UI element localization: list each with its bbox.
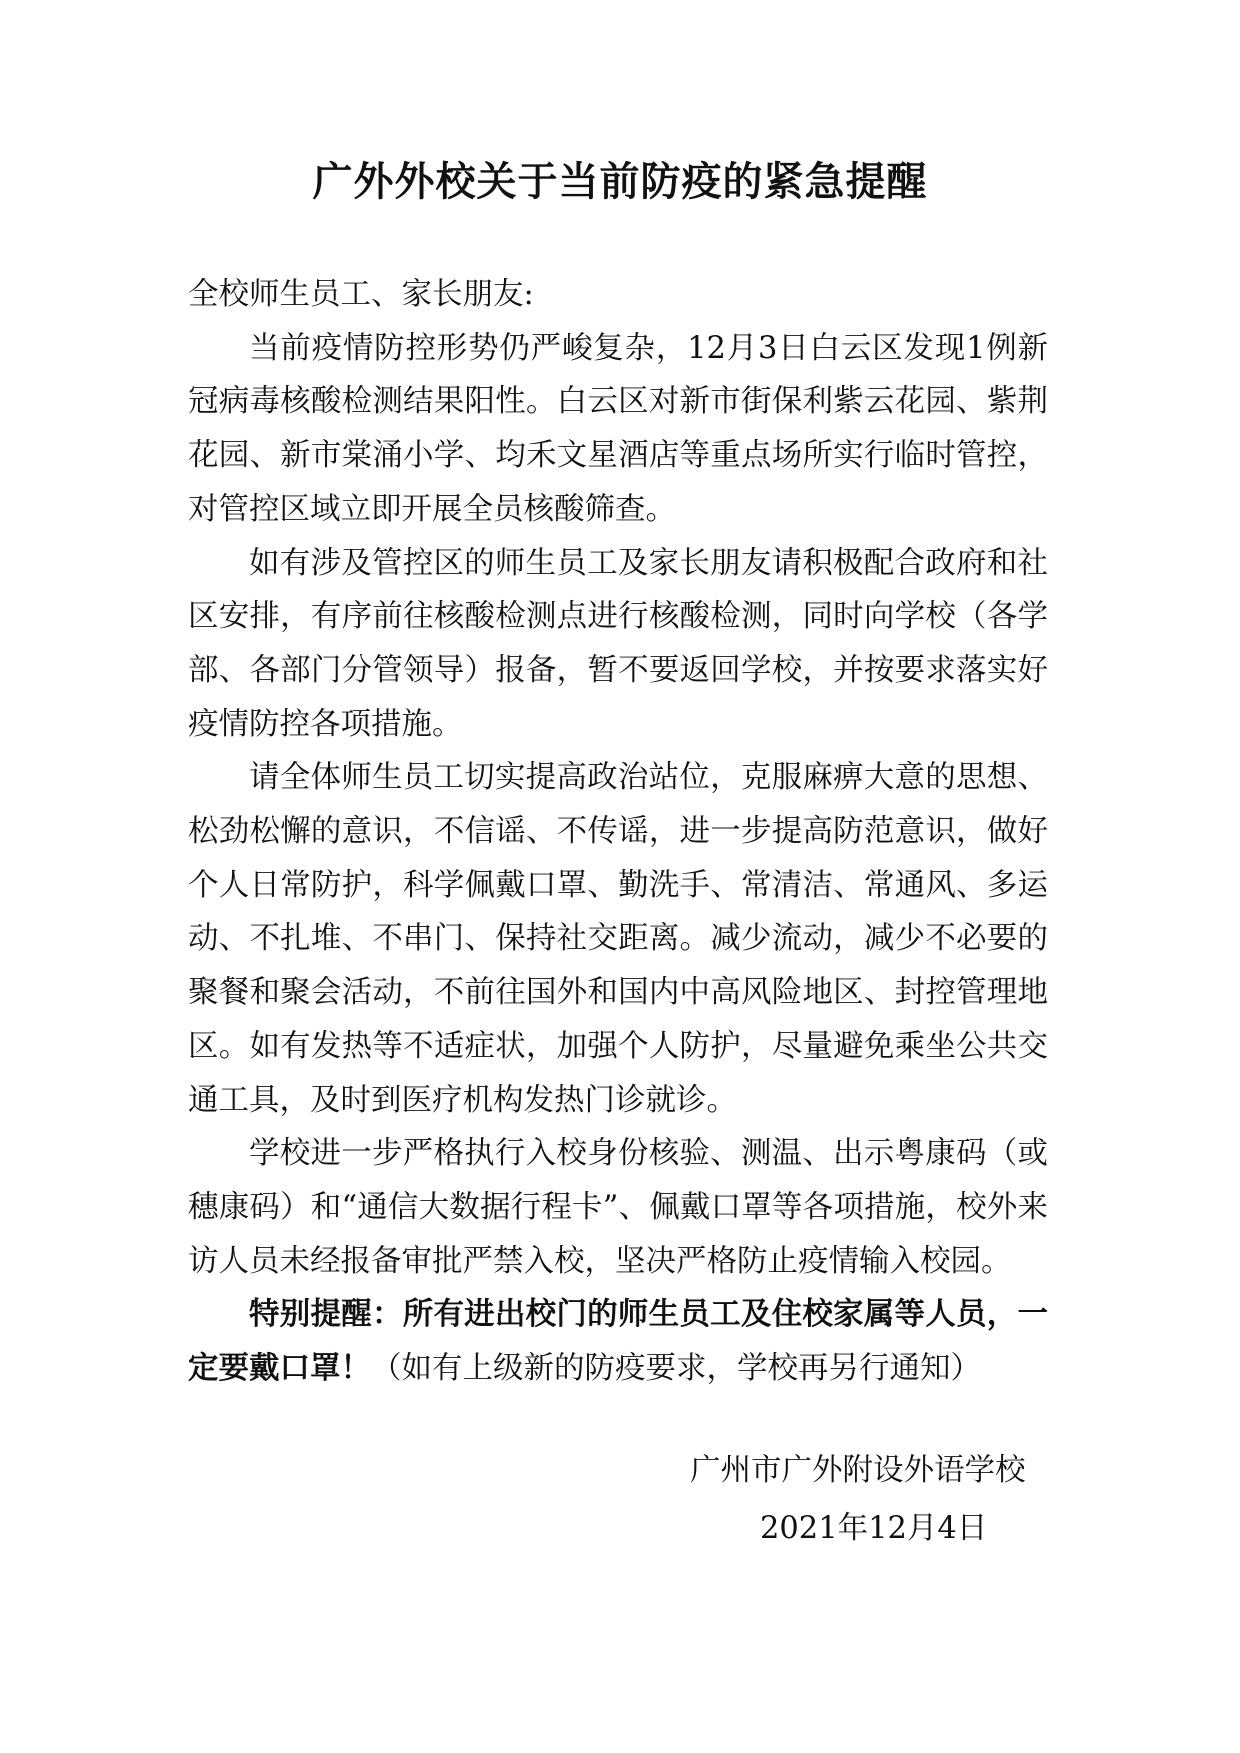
paragraph-personal-protection: 请全体师生员工切实提高政治站位，克服麻痹大意的思想、松劲松懈的意识，不信谣、不传谣，进一步提高防范意识，做好个人日常防护，科学佩戴口罩、勤洗手、常清洁、常通风、多运动、不扎堆、不串门、保持社交距离。减少流动，减少不必要的聚餐和聚会活动，不前往国外和国内中高风险地区、封控管理地区。如有发热等不适症状，加强个人防护，尽量避免乘坐公共交通工具，及时到医疗机构发热门诊就诊。 [188,760,1048,1118]
paragraph-controlled-area: 如有涉及管控区的师生员工及家长朋友请积极配合政府和社区安排，有序前往核酸检测点进行核酸检测，同时向学校（各学部、各部门分管领导）报备，暂不要返回学校，并按要求落实好疫情防控各项措施。 [188,545,1048,742]
special-notice-bold: 特别提醒：所有进出校门的师生员工及住校家属等人员，一定要戴口罩！ [188,1296,1048,1387]
document-body [188,268,1048,1396]
signature-organization: 广州市广外附设外语学校 [690,1453,1026,1488]
salutation: 全校师生员工、家长朋友: [188,277,534,312]
signature-block [690,1442,1050,1558]
special-notice [188,1288,1048,1395]
document-title: 广外外校关于当前防疫的紧急提醒 [312,158,928,205]
special-notice-note: （如有上级新的防疫要求，学校再另行通知） [371,1351,981,1387]
signature-date: 2021年12月4日 [760,1511,988,1546]
paragraph-school-measures: 学校进一步严格执行入校身份核验、测温、出示粤康码（或穗康码）和“通信大数据行程卡”、佩戴口罩等各项措施，校外来访人员未经报备审批严禁入校，坚决严格防止疫情输入校园。 [188,1136,1048,1279]
paragraph-outbreak-situation: 当前疫情防控形势仍严峻复杂，12月3日白云区发现1例新冠病毒核酸检测结果阳性。白云区对新市街保利紫云花园、紫荆花园、新市棠涌小学、均禾文星酒店等重点场所实行临时管控，对管控区域立即开展全员核酸筛查。 [188,330,1048,527]
